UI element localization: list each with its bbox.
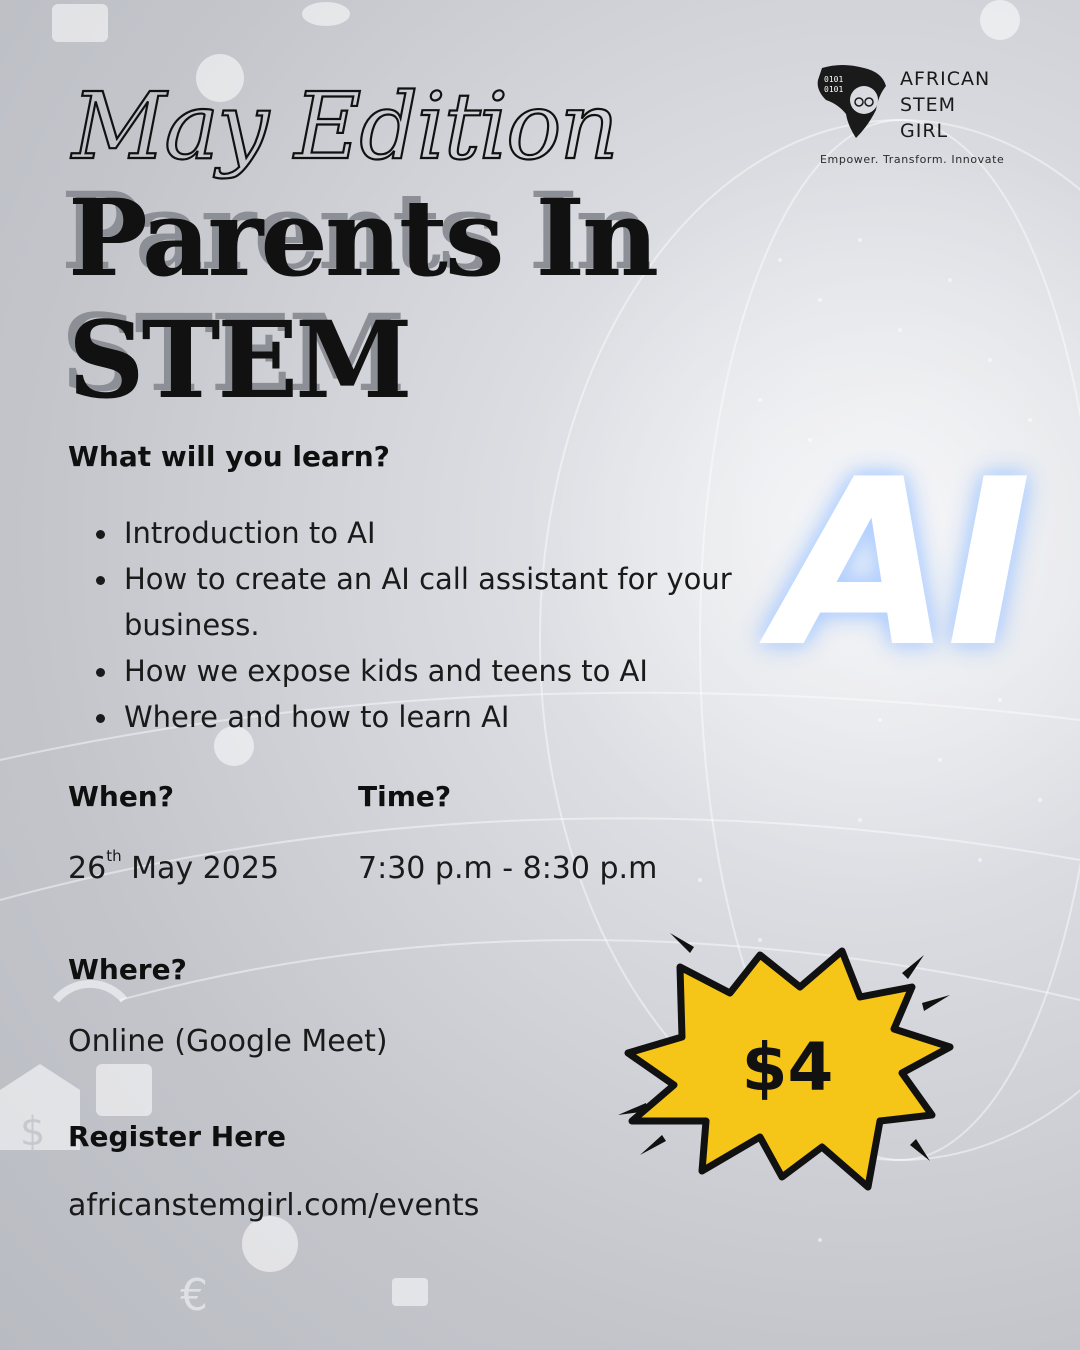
- mail-icon: [52, 4, 108, 42]
- price-text: $4: [741, 1029, 834, 1106]
- learn-heading: What will you learn?: [68, 440, 390, 473]
- african-stem-girl-logo: [812, 60, 1027, 172]
- envelope-icon: [392, 1278, 428, 1306]
- logo-word-stem: STEM: [900, 94, 957, 116]
- date-day-suffix: th: [106, 847, 122, 865]
- calendar-icon: [96, 1064, 152, 1116]
- svg-text:€: €: [180, 1270, 208, 1321]
- ai-graphic: [760, 431, 1040, 698]
- register-label: Register Here: [68, 1120, 287, 1153]
- title-line-2: STEM: [68, 297, 410, 422]
- svg-text:$: $: [20, 1109, 46, 1155]
- register-url: africanstemgirl.com/events: [68, 1188, 480, 1223]
- price-burst: [610, 925, 965, 1210]
- ai-graphic-text: AI: [774, 431, 1026, 698]
- bio-icon: [242, 1216, 298, 1272]
- at-icon: [980, 0, 1020, 40]
- svg-text:0101: 0101: [824, 85, 844, 94]
- where-label: Where?: [68, 953, 187, 986]
- learn-item: How to create an AI call assistant for your business.: [92, 556, 752, 648]
- learn-item: How we expose kids and teens to AI: [92, 648, 752, 694]
- time-label: Time?: [358, 780, 452, 813]
- title-line-1: Parents In: [68, 175, 657, 300]
- database-icon: [302, 2, 350, 26]
- learn-item: Where and how to learn AI: [92, 694, 752, 740]
- learn-list: [92, 510, 752, 740]
- africa-girl-logo-icon: [812, 60, 890, 140]
- logo-word-girl: GIRL: [900, 120, 949, 142]
- date-day: 26: [68, 851, 107, 886]
- logo-tagline: Empower. Transform. Innovate: [820, 153, 1005, 166]
- event-date: [68, 847, 280, 886]
- svg-text:May Edition: May Edition: [72, 73, 617, 180]
- svg-text:0101: 0101: [824, 75, 844, 84]
- event-location: Online (Google Meet): [68, 1024, 388, 1059]
- wifi-icon: [56, 984, 124, 1000]
- date-month-year: May 2025: [131, 851, 280, 886]
- event-time: 7:30 p.m - 8:30 p.m: [358, 851, 658, 886]
- when-label: When?: [68, 780, 174, 813]
- learn-item: Introduction to AI: [92, 510, 752, 556]
- logo-word-african: AFRICAN: [900, 68, 991, 90]
